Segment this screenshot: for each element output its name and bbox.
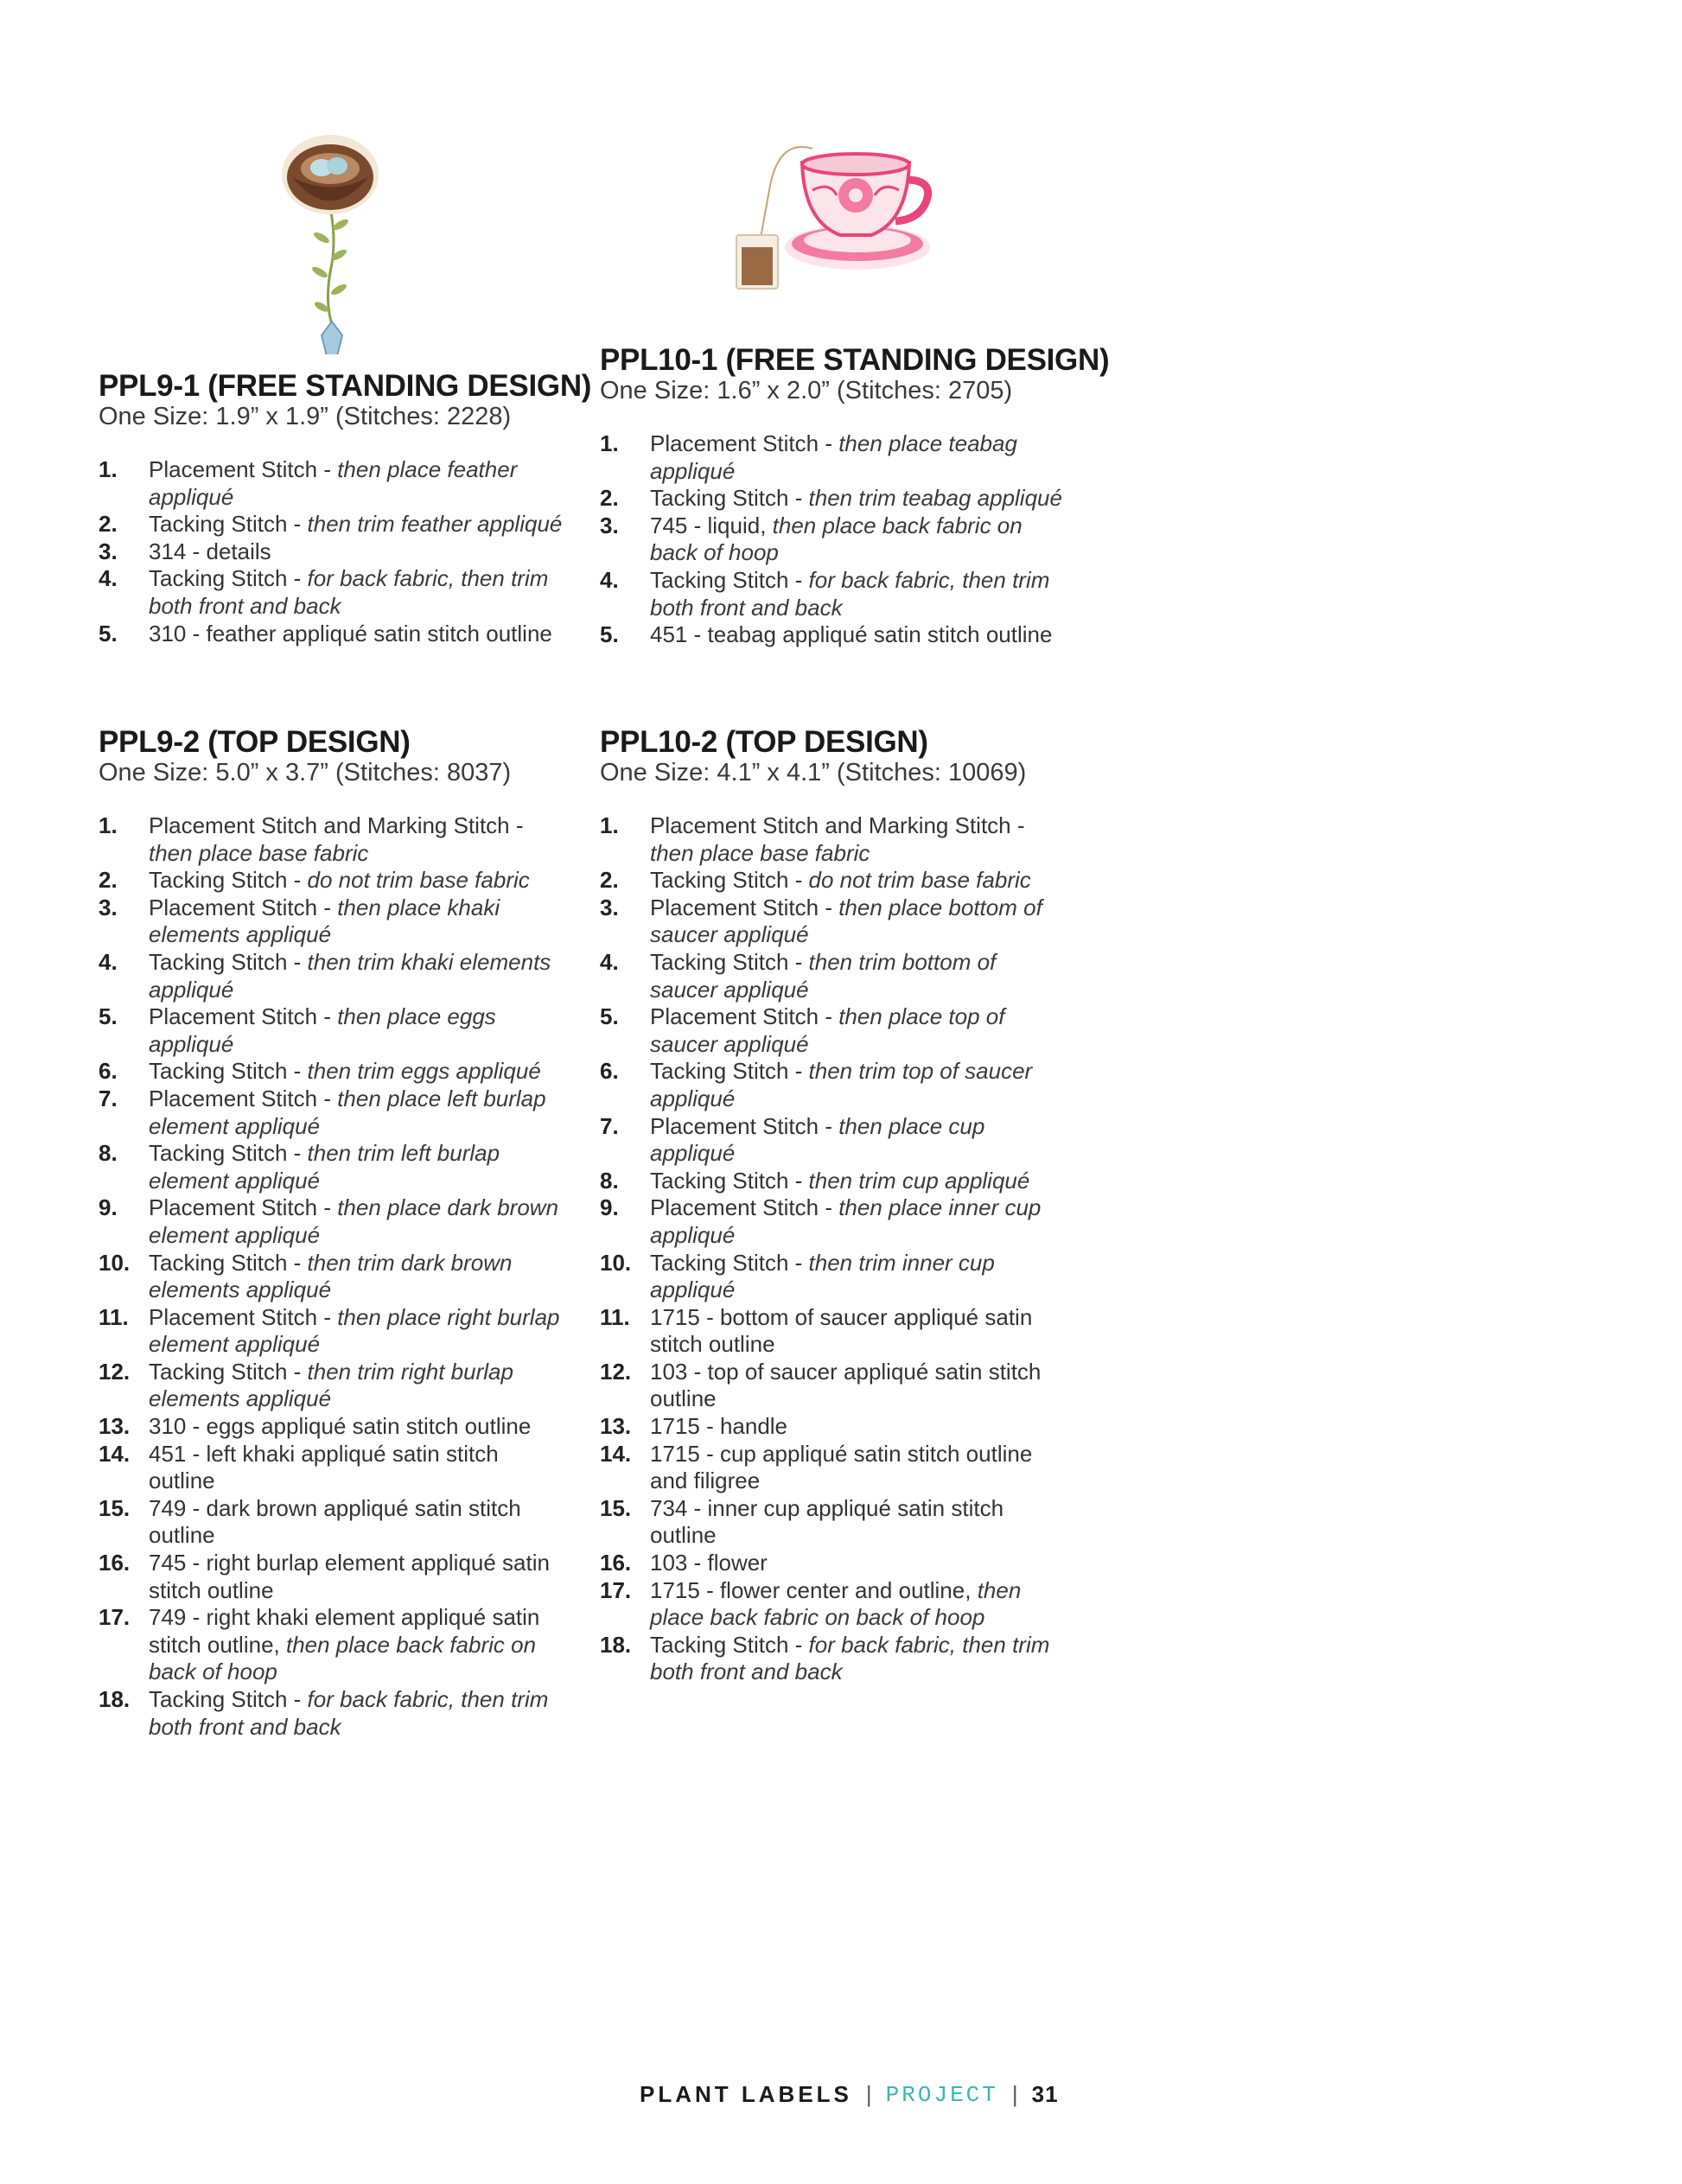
step-item <box>600 1003 1067 1058</box>
step-item <box>99 565 565 620</box>
step-italic-note: then place back fabric on back of hoop <box>149 1631 537 1685</box>
step-text: Tacking Stitch - <box>650 1631 809 1658</box>
step-item <box>600 513 1067 567</box>
step-number: 4. <box>600 948 619 975</box>
step-italic-note: then trim top of saucer appliqué <box>650 1058 1033 1111</box>
step-item <box>600 1250 1067 1304</box>
page-footer <box>640 2081 1059 2108</box>
step-number: 5. <box>600 1003 619 1030</box>
step-text: Placement Stitch - <box>149 894 338 920</box>
step-text: Placement Stitch - <box>650 1003 839 1030</box>
step-italic-note: then place eggs appliqué <box>149 1003 496 1057</box>
step-italic-note: then trim bottom of saucer appliqué <box>650 948 997 1003</box>
step-text: Tacking Stitch - <box>149 1358 308 1385</box>
step-number: 3. <box>600 512 619 538</box>
step-item <box>99 538 565 566</box>
step-number: 12. <box>600 1358 632 1385</box>
step-text: Placement Stitch - <box>650 430 839 456</box>
page-number: 31 <box>1031 2081 1059 2107</box>
step-text: Placement Stitch - <box>650 1194 839 1221</box>
step-number: 13. <box>600 1413 632 1440</box>
step-item <box>99 1003 565 1058</box>
step-number: 2. <box>600 485 619 512</box>
step-text: Tacking Stitch - <box>149 565 308 592</box>
step-text: Placement Stitch - <box>149 1303 338 1330</box>
step-item <box>600 1632 1067 1686</box>
section-ppl9-2 <box>99 726 565 1741</box>
section-ppl10-1 <box>600 343 1110 649</box>
step-number: 18. <box>99 1686 131 1712</box>
step-number: 11. <box>600 1303 630 1330</box>
step-italic-note: then place khaki elements appliqué <box>149 894 500 948</box>
step-text: Tacking Stitch - <box>149 1058 308 1085</box>
step-item <box>600 485 1067 513</box>
step-text: Tacking Stitch - <box>650 867 809 894</box>
step-number: 5. <box>99 620 118 646</box>
step-text: Tacking Stitch - <box>650 1249 809 1276</box>
step-italic-note: then trim dark brown elements appliqué <box>149 1249 513 1303</box>
step-number: 7. <box>99 1085 118 1111</box>
step-text: Tacking Stitch - <box>650 1058 809 1085</box>
footer-section-label: PLANT LABELS <box>640 2081 852 2107</box>
step-number: 14. <box>99 1440 131 1467</box>
step-item <box>600 430 1067 485</box>
section-ppl9-1 <box>99 369 592 647</box>
step-item <box>600 1413 1067 1441</box>
nest-feather-illustration <box>277 130 389 354</box>
step-item <box>99 1495 565 1550</box>
step-italic-note: then place base fabric <box>149 839 369 866</box>
step-number: 13. <box>99 1413 131 1440</box>
step-item <box>99 812 565 867</box>
step-text: Tacking Stitch - <box>149 511 308 538</box>
step-text: 451 - teabag appliqué satin stitch outline <box>650 621 1053 648</box>
step-number: 10. <box>99 1249 131 1276</box>
section-size: One Size: 5.0” x 3.7” (Stitches: 8037) <box>99 759 512 786</box>
nest-with-eggs-icon <box>277 130 389 354</box>
step-number: 9. <box>600 1194 619 1221</box>
step-text: Placement Stitch - <box>149 1003 338 1030</box>
step-italic-note: then place dark brown element appliqué <box>149 1194 559 1248</box>
step-text: Placement Stitch and Marking Stitch - <box>149 812 524 838</box>
step-item <box>600 949 1067 1003</box>
step-text: Tacking Stitch - <box>149 1140 308 1167</box>
section-size: One Size: 1.9” x 1.9” (Stitches: 2228) <box>99 403 512 430</box>
step-item <box>99 1140 565 1194</box>
step-number: 8. <box>99 1140 118 1167</box>
step-text: Placement Stitch - <box>650 894 839 920</box>
step-number: 2. <box>99 867 118 894</box>
step-number: 7. <box>600 1112 619 1139</box>
step-italic-note: then trim teabag appliqué <box>808 485 1062 512</box>
step-item <box>99 1441 565 1495</box>
step-text: 310 - eggs appliqué satin stitch outline <box>149 1413 532 1440</box>
step-number: 4. <box>99 948 118 975</box>
footer-separator: | <box>1011 2081 1018 2107</box>
step-text: Tacking Stitch - <box>650 566 809 593</box>
step-italic-note: then place inner cup appliqué <box>650 1194 1042 1248</box>
step-item <box>600 895 1067 949</box>
step-item <box>600 812 1067 867</box>
step-italic-note: then place back fabric on back of hoop <box>650 512 1023 566</box>
step-italic-note: for back fabric, then trim both front and back <box>650 566 1050 621</box>
step-text: 1715 - handle <box>650 1413 788 1440</box>
step-number: 16. <box>600 1550 632 1576</box>
step-number: 14. <box>600 1440 632 1467</box>
step-italic-note: then place teabag appliqué <box>650 430 1017 484</box>
step-text: Tacking Stitch - <box>149 1249 308 1276</box>
section-title: PPL9-2 (TOP DESIGN) <box>99 725 411 759</box>
step-item <box>600 1168 1067 1195</box>
step-text: 314 - details <box>149 538 271 564</box>
step-item <box>600 1194 1067 1249</box>
step-text: 745 - right burlap element appliqué satin stitch outline <box>149 1550 550 1603</box>
step-italic-note: then trim left burlap element appliqué <box>149 1140 500 1194</box>
step-text: 310 - feather appliqué satin stitch outline <box>149 620 552 646</box>
step-italic-note: then place back fabric on back of hoop <box>650 1576 1022 1631</box>
step-item <box>600 1113 1067 1168</box>
step-item <box>99 511 565 538</box>
step-number: 8. <box>600 1167 619 1194</box>
steps-list <box>600 430 1067 649</box>
step-item <box>99 949 565 1003</box>
step-number: 1. <box>600 430 619 456</box>
step-italic-note: do not trim base fabric <box>307 867 530 894</box>
step-item <box>600 621 1067 649</box>
step-item <box>99 1550 565 1604</box>
step-item <box>99 1194 565 1249</box>
step-text: 745 - liquid, <box>650 512 773 538</box>
section-size: One Size: 1.6” x 2.0” (Stitches: 2705) <box>600 377 1013 404</box>
step-number: 1. <box>99 812 118 838</box>
step-italic-note: then trim eggs appliqué <box>307 1058 541 1085</box>
steps-list <box>99 456 565 647</box>
step-italic-note: for back fabric, then trim both front and back <box>149 565 549 619</box>
step-number: 12. <box>99 1358 131 1385</box>
step-item <box>99 1086 565 1140</box>
steps-list <box>99 812 565 1741</box>
footer-separator: | <box>865 2081 872 2107</box>
step-italic-note: for back fabric, then trim both front and back <box>650 1631 1050 1685</box>
step-number: 2. <box>99 511 118 538</box>
step-text: 749 - right khaki element appliqué satin stitch outline, <box>149 1604 540 1658</box>
teacup-with-teabag-icon <box>726 138 933 302</box>
step-number: 17. <box>99 1604 131 1631</box>
step-number: 18. <box>600 1631 632 1658</box>
step-italic-note: then place base fabric <box>650 839 870 866</box>
step-item <box>99 867 565 895</box>
step-item <box>600 867 1067 895</box>
teacup-illustration <box>726 138 933 302</box>
step-item <box>600 1441 1067 1495</box>
step-item <box>99 1250 565 1304</box>
step-text: Placement Stitch - <box>149 1085 338 1111</box>
step-text: 734 - inner cup appliqué satin stitch outline <box>650 1494 1004 1549</box>
step-text: Placement Stitch - <box>650 1112 839 1139</box>
step-item <box>600 1304 1067 1359</box>
step-text: 1715 - cup appliqué satin stitch outline and filigree <box>650 1440 1033 1494</box>
step-text: Tacking Stitch - <box>650 948 809 975</box>
step-italic-note: then trim right burlap elements appliqué <box>149 1358 513 1412</box>
step-text: 451 - left khaki appliqué satin stitch outline <box>149 1440 499 1494</box>
step-text: Placement Stitch - <box>149 456 338 482</box>
step-text: 103 - flower <box>650 1550 768 1576</box>
footer-project-label: PROJECT <box>885 2081 998 2108</box>
step-text: Tacking Stitch - <box>650 1167 809 1194</box>
step-text: 749 - dark brown appliqué satin stitch outline <box>149 1494 521 1549</box>
step-item <box>99 1604 565 1686</box>
step-italic-note: then place top of saucer appliqué <box>650 1003 1005 1057</box>
step-number: 16. <box>99 1550 131 1576</box>
step-text: 1715 - bottom of saucer appliqué satin stitch outline <box>650 1303 1033 1358</box>
steps-list <box>600 812 1067 1686</box>
step-number: 6. <box>99 1058 118 1085</box>
step-number: 3. <box>99 538 118 564</box>
section-size: One Size: 4.1” x 4.1” (Stitches: 10069) <box>600 759 1027 786</box>
step-number: 5. <box>99 1003 118 1030</box>
step-italic-note: then place bottom of saucer appliqué <box>650 894 1042 948</box>
step-text: Placement Stitch - <box>149 1194 338 1221</box>
step-number: 11. <box>99 1303 129 1330</box>
step-number: 10. <box>600 1249 632 1276</box>
step-number: 1. <box>99 456 118 482</box>
step-item <box>600 1577 1067 1632</box>
step-item <box>99 1686 565 1741</box>
step-text: Tacking Stitch - <box>149 1686 308 1712</box>
step-item <box>99 1413 565 1441</box>
step-italic-note: for back fabric, then trim both front and back <box>149 1686 549 1740</box>
step-text: Placement Stitch and Marking Stitch - <box>650 812 1025 838</box>
step-number: 9. <box>99 1194 118 1221</box>
step-number: 15. <box>99 1494 131 1521</box>
step-text: Tacking Stitch - <box>149 867 308 894</box>
step-item <box>600 1058 1067 1112</box>
step-item <box>600 1495 1067 1550</box>
step-item <box>600 1550 1067 1577</box>
step-italic-note: then trim inner cup appliqué <box>650 1249 995 1303</box>
step-number: 1. <box>600 812 619 838</box>
step-italic-note: then trim feather appliqué <box>307 511 563 538</box>
step-number: 6. <box>600 1058 619 1085</box>
step-italic-note: then place left burlap element appliqué <box>149 1085 546 1139</box>
step-number: 4. <box>600 566 619 593</box>
step-item <box>99 456 565 511</box>
step-number: 15. <box>600 1494 632 1521</box>
step-italic-note: then trim khaki elements appliqué <box>149 948 551 1003</box>
step-text: Tacking Stitch - <box>650 485 809 512</box>
step-text: 1715 - flower center and outline, <box>650 1576 978 1603</box>
section-title: PPL10-2 (TOP DESIGN) <box>600 725 928 759</box>
step-text: 103 - top of saucer appliqué satin stitch outline <box>650 1358 1042 1412</box>
step-item <box>99 895 565 949</box>
step-item <box>99 1359 565 1413</box>
step-italic-note: then place feather appliqué <box>149 456 518 510</box>
step-number: 2. <box>600 867 619 894</box>
step-italic-note: then trim cup appliqué <box>808 1167 1030 1194</box>
step-item <box>99 1304 565 1359</box>
section-title: PPL10-1 (FREE STANDING DESIGN) <box>600 343 1110 377</box>
section-ppl10-2 <box>600 726 1067 1686</box>
step-number: 5. <box>600 621 619 648</box>
step-item <box>600 1359 1067 1413</box>
step-italic-note: then place cup appliqué <box>650 1112 985 1167</box>
step-italic-note: then place right burlap element appliqué <box>149 1303 560 1358</box>
step-item <box>99 1058 565 1086</box>
step-number: 3. <box>600 894 619 920</box>
step-item <box>99 621 565 648</box>
step-number: 4. <box>99 565 118 592</box>
step-number: 17. <box>600 1576 632 1603</box>
step-number: 3. <box>99 894 118 920</box>
step-italic-note: do not trim base fabric <box>808 867 1031 894</box>
step-text: Tacking Stitch - <box>149 948 308 975</box>
section-title: PPL9-1 (FREE STANDING DESIGN) <box>99 369 592 403</box>
step-item <box>600 567 1067 621</box>
